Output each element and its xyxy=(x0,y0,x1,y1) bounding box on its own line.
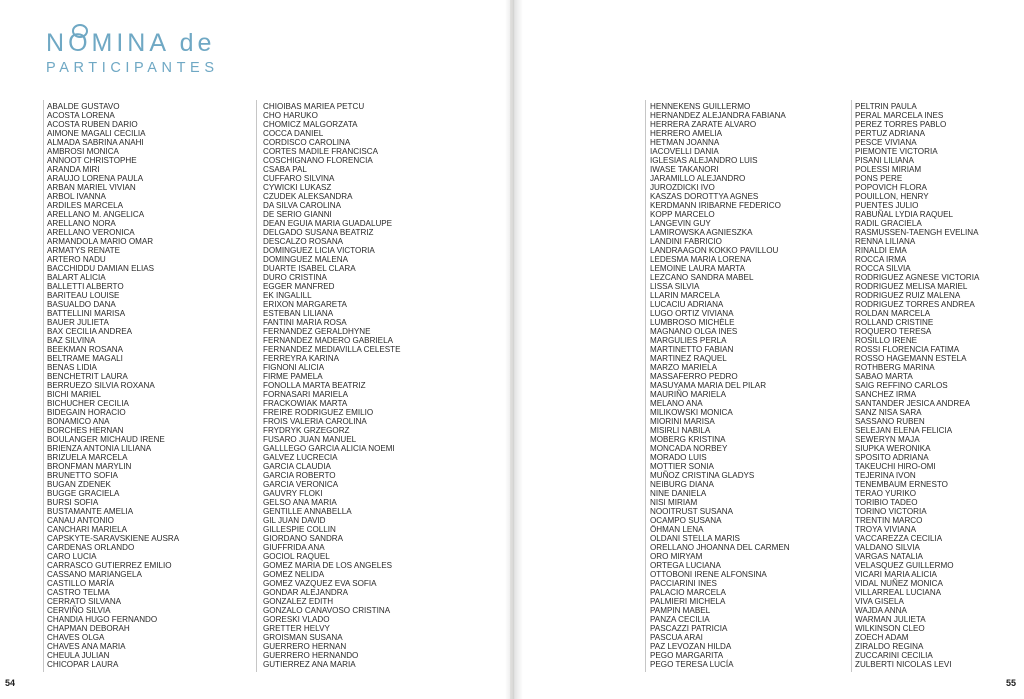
participant-name: BEEKMAN ROSANA xyxy=(47,345,124,354)
participant-name: BAX CECILIA ANDREA xyxy=(47,327,133,336)
participant-name: RODRIGUEZ AGNESE VICTORIA xyxy=(855,273,980,282)
participant-name: MAGNANO OLGA INES xyxy=(650,327,738,336)
participant-name: HERRERO AMELIA xyxy=(650,129,722,138)
participant-name: WILKINSON CLEO xyxy=(855,624,925,633)
participant-name: SABAO MARTA xyxy=(855,372,913,381)
participant-name: RODRIGUEZ RUIZ MALENA xyxy=(855,291,961,300)
participant-name: EGGER MANFRED xyxy=(263,282,335,291)
participant-name: COSCHIGNANO FLORENCIA xyxy=(263,156,373,165)
participant-name: SANZ NISA SARA xyxy=(855,408,922,417)
participant-name: ROSILLO IRENE xyxy=(855,336,918,345)
participant-name: GONZALEZ EDITH xyxy=(263,597,334,606)
participant-name: BRUNETTO SOFIA xyxy=(47,471,118,480)
participant-name: LANDRAAGON KOKKO PAVILLOU xyxy=(650,246,779,255)
participant-name: BICHUCHER CECILIA xyxy=(47,399,129,408)
participant-name: VILLARREAL LUCIANA xyxy=(855,588,942,597)
participant-name: SPOSITO ADRIANA xyxy=(855,453,929,462)
participant-name: SANCHEZ IRMA xyxy=(855,390,917,399)
participant-name: SELEJAN ELENA FELICIA xyxy=(855,426,953,435)
participant-name: PACCIARINI INES xyxy=(650,579,717,588)
participant-name: PISANI LILIANA xyxy=(855,156,914,165)
participant-name: ORO MIRYAM xyxy=(650,552,703,561)
participant-name: GARCIA ROBERTO xyxy=(263,471,336,480)
participant-name: NOOITRUST SUSANA xyxy=(650,507,734,516)
participant-name: GALLLEGO GARCIA ALICIA NOEMI xyxy=(263,444,395,453)
participant-name: RINALDI EMA xyxy=(855,246,907,255)
participant-name: ORTEGA LUCIANA xyxy=(650,561,721,570)
participant-name: GROISMAN SUSANA xyxy=(263,633,343,642)
participant-name: NEIBURG DIANA xyxy=(650,480,714,489)
title-o-decorated: O xyxy=(68,29,92,57)
participant-name: RODRIGUEZ TORRES ANDREA xyxy=(855,300,975,309)
participant-name: BERRUEZO SILVIA ROXANA xyxy=(47,381,155,390)
participant-name: ARTERO NADU xyxy=(47,255,106,264)
participant-name: ROTHBERG MARINA xyxy=(855,363,935,372)
participant-name: CASTRO TELMA xyxy=(47,588,110,597)
participant-name: PEREZ TORRES PABLO xyxy=(855,120,947,129)
participant-name: BUSTAMANTE AMELIA xyxy=(47,507,134,516)
participant-name: BIDEGAIN HORACIO xyxy=(47,408,126,417)
participant-name: LEDESMA MARIA LORENA xyxy=(650,255,752,264)
participant-name: CHEULA JULIAN xyxy=(47,651,110,660)
participant-name: CSABA PAL xyxy=(263,165,307,174)
participant-name: DURO CRISTINA xyxy=(263,273,327,282)
participant-name: ARMATYS RENATE xyxy=(47,246,121,255)
participant-name: BURSI SOFIA xyxy=(47,498,99,507)
participant-name: GIL JUAN DAVID xyxy=(263,516,326,525)
participant-name: MELANO ANA xyxy=(650,399,703,408)
participant-name: FIRME PAMELA xyxy=(263,372,323,381)
participant-name: POLESSI MIRIAM xyxy=(855,165,922,174)
participant-name: BAZ SILVINA xyxy=(47,336,96,345)
participant-name: POPOVICH FLORA xyxy=(855,183,927,192)
participant-name: PASCAZZI PATRICIA xyxy=(650,624,728,633)
participant-name: ZUCCARINI CECILIA xyxy=(855,651,933,660)
participant-name: SEWERYN MAJA xyxy=(855,435,920,444)
participant-name: CANAU ANTONIO xyxy=(47,516,114,525)
participant-name: MUÑOZ CRISTINA GLADYS xyxy=(650,471,755,480)
participant-name: ARAUJO LORENA PAULA xyxy=(47,174,144,183)
participant-name: ARDILES MARCELA xyxy=(47,201,124,210)
participant-name: PANZA CECILIA xyxy=(650,615,710,624)
participant-name: RADIL GRACIELA xyxy=(855,219,922,228)
participant-name: ABALDE GUSTAVO xyxy=(47,102,120,111)
participant-name: IWASE TAKANORI xyxy=(650,165,719,174)
participant-name: GILLESPIE COLLIN xyxy=(263,525,336,534)
participant-name: SIUPKA WERONIKA xyxy=(855,444,931,453)
participant-name: CARO LUCIA xyxy=(47,552,97,561)
participant-name: FERNANDEZ MEDIAVILLA CELESTE xyxy=(263,345,401,354)
participant-name: FROIS VALERIA CAROLINA xyxy=(263,417,367,426)
participant-name: PASCUA ARAI xyxy=(650,633,703,642)
participant-name: CHAVES OLGA xyxy=(47,633,105,642)
participant-name: PALMIERI MICHELA xyxy=(650,597,726,606)
participant-name: VIDAL NUÑEZ MONICA xyxy=(855,579,943,588)
participant-name: GENTILLE ANNABELLA xyxy=(263,507,352,516)
participant-name: IGLESIAS ALEJANDRO LUIS xyxy=(650,156,758,165)
participant-name: MASSAFERRO PEDRO xyxy=(650,372,738,381)
participant-name: BARITEAU LOUISE xyxy=(47,291,120,300)
participant-name: BAUER JULIETA xyxy=(47,318,109,327)
participant-name: ÖHMAN LENA xyxy=(650,525,704,534)
participant-name: BRONFMAN MARYLIN xyxy=(47,462,132,471)
participant-name: FRYDRYK GRZEGORZ xyxy=(263,426,350,435)
participant-name: OTTOBONI IRENE ALFONSINA xyxy=(650,570,767,579)
participant-name: NINE DANIELA xyxy=(650,489,707,498)
name-column-1 xyxy=(47,102,179,669)
participant-name: PONS PERE xyxy=(855,174,903,183)
participant-name: ARANDA MIRI xyxy=(47,165,100,174)
participant-name: CORTES MADILE FRANCISCA xyxy=(263,147,378,156)
participant-name: LEZCANO SANDRA MABEL xyxy=(650,273,754,282)
participant-name: KERDMANN IRIBARNE FEDERICO xyxy=(650,201,781,210)
participant-name: CHIOIBAS MARIEA PETCU xyxy=(263,102,365,111)
participant-name: OLDANI STELLA MARIS xyxy=(650,534,740,543)
participant-name: CARRASCO GUTIERREZ EMILIO xyxy=(47,561,172,570)
participant-name: GUTIERREZ ANA MARIA xyxy=(263,660,356,669)
participant-name: BICHI MARIEL xyxy=(47,390,101,399)
participant-name: AMBROSI MONICA xyxy=(47,147,119,156)
participant-name: BELTRAME MAGALI xyxy=(47,354,123,363)
participant-name: KASZAS DOROTTYA AGNES xyxy=(650,192,759,201)
participant-name: PERTUZ ADRIANA xyxy=(855,129,926,138)
participant-name: ZIRALDO REGINA xyxy=(855,642,924,651)
page-number-left: 54 xyxy=(5,678,16,688)
participant-name: MIORINI MARISA xyxy=(650,417,715,426)
participant-name: COCCA DANIEL xyxy=(263,129,324,138)
participant-name: AIMONE MAGALI CECILIA xyxy=(47,129,146,138)
participant-name: BENAS LIDIA xyxy=(47,363,97,372)
participant-name: RASMUSSEN-TAENGH EVELINA xyxy=(855,228,979,237)
participant-name: BACCHIDDU DAMIAN ELIAS xyxy=(47,264,155,273)
participant-name: ARMANDOLA MARIO OMAR xyxy=(47,237,154,246)
participant-name: MONCADA NORBEY xyxy=(650,444,728,453)
participant-name: DE SERIO GIANNI xyxy=(263,210,332,219)
participant-name: OCAMPO SUSANA xyxy=(650,516,722,525)
participant-name: GARCIA CLAUDIA xyxy=(263,462,331,471)
participant-name: ROQUERO TERESA xyxy=(855,327,932,336)
page-number-right: 55 xyxy=(1006,678,1017,688)
participant-name: BENCHETRIT LAURA xyxy=(47,372,128,381)
participant-name: PUENTES JULIO xyxy=(855,201,919,210)
participant-name: PAMPIN MABEL xyxy=(650,606,711,615)
participant-name: DELGADO SUSANA BEATRIZ xyxy=(263,228,374,237)
participant-name: DEAN EGUIA MARIA GUADALUPE xyxy=(263,219,393,228)
participant-name: FREIRE RODRIGUEZ EMILIO xyxy=(263,408,374,417)
participant-name: CERVIÑO SILVIA xyxy=(47,606,111,615)
participant-name: GARCIA VERONICA xyxy=(263,480,339,489)
participant-name: TORIBIO TADEO xyxy=(855,498,918,507)
participant-name: VACCAREZZA CECILIA xyxy=(855,534,943,543)
participant-name: FERNANDEZ MADERO GABRIELA xyxy=(263,336,393,345)
participant-name: ESTEBAN LILIANA xyxy=(263,309,334,318)
participant-name: LISSA SILVIA xyxy=(650,282,700,291)
participant-name: GUERRERO HERNANDO xyxy=(263,651,359,660)
participant-name: FIGNONI ALICIA xyxy=(263,363,325,372)
participant-name: ERIXON MARGARETA xyxy=(263,300,347,309)
participant-name: TROYA VIVIANA xyxy=(855,525,917,534)
participant-name: GONZALO CANAVOSO CRISTINA xyxy=(263,606,391,615)
participant-name: CASTILLO MARÍA xyxy=(47,579,115,588)
participant-name: GIORDANO SANDRA xyxy=(263,534,344,543)
participant-name: FERREYRA KARINA xyxy=(263,354,340,363)
participant-name: CYWICKI LUKASZ xyxy=(263,183,332,192)
participant-name: BALART ALICIA xyxy=(47,273,106,282)
participant-name: MASUYAMA MARIA DEL PILAR xyxy=(650,381,767,390)
participant-name: VALDANO SILVIA xyxy=(855,543,920,552)
participant-name: MORADO LUIS xyxy=(650,453,707,462)
participant-name: ROLLAND CRISTINE xyxy=(855,318,934,327)
participant-name: BUGGE GRACIELA xyxy=(47,489,120,498)
participant-name: CHO HARUKO xyxy=(263,111,318,120)
participant-name: CAPSKYTE-SARAVSKIENE AUSRA xyxy=(47,534,180,543)
participant-name: ZULBERTI NICOLAS LEVI xyxy=(855,660,952,669)
participant-name: FRACKOWIAK MARTA xyxy=(263,399,348,408)
participant-name: ALMADA SABRINA ANAHI xyxy=(47,138,144,147)
book-gutter xyxy=(505,0,523,699)
participant-name: TERAO YURIKO xyxy=(855,489,917,498)
participant-name: FONOLLA MARTA BEATRIZ xyxy=(263,381,366,390)
participant-name: MARGULIES PERLA xyxy=(650,336,727,345)
participant-name: BALLETTI ALBERTO xyxy=(47,282,124,291)
participant-name: HETMAN JOANNA xyxy=(650,138,720,147)
participant-name: PEGO MARGARITA xyxy=(650,651,724,660)
participant-name: MAURIÑO MARIELA xyxy=(650,390,727,399)
participant-name: GUERRERO HERNAN xyxy=(263,642,347,651)
participant-name: MARTINEZ RAQUEL xyxy=(650,354,727,363)
participant-name: SASSANO RUBEN xyxy=(855,417,925,426)
participant-name: ARELLANO VERONICA xyxy=(47,228,135,237)
participant-name: DOMINGUEZ LICIA VICTORIA xyxy=(263,246,375,255)
participant-name: GIUFFRIDA ANA xyxy=(263,543,325,552)
name-column-3 xyxy=(650,102,790,669)
column-rule-2 xyxy=(256,100,257,672)
participant-name: PEGO TERESA LUCÍA xyxy=(650,660,734,669)
participant-name: VICARI MARIA ALICIA xyxy=(855,570,937,579)
name-column-2 xyxy=(263,102,400,669)
participant-name: TEJERINA IVON xyxy=(855,471,916,480)
participant-name: GOMEZ MARIA DE LOS ANGELES xyxy=(263,561,393,570)
participant-name: ROSSO HAGEMANN ESTELA xyxy=(855,354,967,363)
participant-name: VARGAS NATALIA xyxy=(855,552,923,561)
participant-name: PELTRIN PAULA xyxy=(855,102,917,111)
participant-name: LAMIROWSKA AGNIESZKA xyxy=(650,228,753,237)
participant-name: MARZO MARIELA xyxy=(650,363,718,372)
participant-name: TORINO VICTORIA xyxy=(855,507,927,516)
participant-name: PALACIO MARCELA xyxy=(650,588,726,597)
column-rule-4 xyxy=(851,100,852,672)
participant-name: HENNEKENS GUILLERMO xyxy=(650,102,751,111)
participant-name: POUILLON, HENRY xyxy=(855,192,929,201)
participant-name: BONAMICO ANA xyxy=(47,417,110,426)
participant-name: CHOMICZ MALGORZATA xyxy=(263,120,358,129)
participant-name: FORNASARI MARIELA xyxy=(263,390,349,399)
title-prefix: N xyxy=(46,29,69,57)
participant-name: PESCE VIVIANA xyxy=(855,138,917,147)
participant-name: RODRIGUEZ MELISA MARIEL xyxy=(855,282,968,291)
participant-name: RENNA LILIANA xyxy=(855,237,916,246)
participant-name: LUGO ORTIZ VIVIANA xyxy=(650,309,734,318)
participant-name: BORCHES HERNAN xyxy=(47,426,124,435)
participant-name: LANGEVIN GUY xyxy=(650,219,711,228)
participant-name: CHICOPAR LAURA xyxy=(47,660,119,669)
participant-name: CHAPMAN DEBORAH xyxy=(47,624,130,633)
title-subtitle: PARTICIPANTES xyxy=(46,60,219,76)
participant-name: CZUDEK ALEKSANDRA xyxy=(263,192,353,201)
participant-name: GRETTER HELVY xyxy=(263,624,330,633)
participant-name: RABUÑAL LYDIA RAQUEL xyxy=(855,210,954,219)
participant-name: CANCHARI MARIELA xyxy=(47,525,128,534)
participant-name: ARBOL IVANNA xyxy=(47,192,106,201)
participant-name: BRIENZA ANTONIA LILIANA xyxy=(47,444,152,453)
participant-name: MISIRLI NABILA xyxy=(650,426,711,435)
participant-name: GALVEZ LUCRECIA xyxy=(263,453,338,462)
participant-name: TAKEUCHI HIRO-OMI xyxy=(855,462,936,471)
participant-name: PIEMONTE VICTORIA xyxy=(855,147,938,156)
participant-name: ROCCA SILVIA xyxy=(855,264,911,273)
participant-name: DA SILVA CAROLINA xyxy=(263,201,341,210)
participant-name: GOMEZ VAZQUEZ EVA SOFIA xyxy=(263,579,377,588)
participant-name: MOTTIER SONIA xyxy=(650,462,714,471)
column-rule-1 xyxy=(43,100,44,672)
participant-name: GELSO ANA MARIA xyxy=(263,498,337,507)
participant-name: EK INGALILL xyxy=(263,291,312,300)
participant-name: ROSSI FLORENCIA FATIMA xyxy=(855,345,960,354)
participant-name: MILIKOWSKI MONICA xyxy=(650,408,733,417)
participant-name: IACOVELLI DANIA xyxy=(650,147,719,156)
participant-name: JARAMILLO ALEJANDRO xyxy=(650,174,746,183)
participant-name: VIVA GISELA xyxy=(855,597,904,606)
title-rest: MINA de xyxy=(91,29,216,57)
participant-name: WARMAN JULIETA xyxy=(855,615,926,624)
participant-name: DESCALZO ROSANA xyxy=(263,237,344,246)
participant-name: GAUVRY FLOKI xyxy=(263,489,323,498)
participant-name: GOMEZ NELIDA xyxy=(263,570,325,579)
participant-name: CUFFARO SILVINA xyxy=(263,174,335,183)
participant-name: ZOECH ADAM xyxy=(855,633,909,642)
participant-name: JUROZDICKI IVO xyxy=(650,183,715,192)
participant-name: SANTANDER JESICA ANDREA xyxy=(855,399,970,408)
section-title xyxy=(46,30,219,76)
participant-name: LUMBROSO MICHÈLE xyxy=(650,318,735,327)
participant-name: ARELLANO M. ANGELICA xyxy=(47,210,145,219)
participant-name: PERAL MARCELA INES xyxy=(855,111,944,120)
participant-name: CASSANO MARIANGELA xyxy=(47,570,142,579)
participant-name: ACOSTA LORENA xyxy=(47,111,115,120)
participant-name: TENEMBAUM ERNESTO xyxy=(855,480,948,489)
participant-name: BRIZUELA MARCELA xyxy=(47,453,128,462)
participant-name: KOPP MARCELO xyxy=(650,210,715,219)
participant-name: CERRATO SILVANA xyxy=(47,597,122,606)
participant-name: GOCIOL RAQUEL xyxy=(263,552,330,561)
participant-name: ACOSTA RUBEN DARIO xyxy=(47,120,138,129)
column-rule-3 xyxy=(645,100,646,672)
participant-name: CHAVES ANA MARIA xyxy=(47,642,126,651)
participant-name: TRENTIN MARCO xyxy=(855,516,923,525)
participant-name: MOBERG KRISTINA xyxy=(650,435,726,444)
participant-name: ROLDAN MARCELA xyxy=(855,309,931,318)
participant-name: VELASQUEZ GUILLERMO xyxy=(855,561,954,570)
participant-name: NISI MIRIAM xyxy=(650,498,698,507)
participant-name: CHANDIA HUGO FERNANDO xyxy=(47,615,158,624)
participant-name: ROCCA IRMA xyxy=(855,255,907,264)
participant-name: BASUALDO DANA xyxy=(47,300,116,309)
participant-name: ORELLANO JHOANNA DEL CARMEN xyxy=(650,543,790,552)
participant-name: ARBAN MARIEL VIVIAN xyxy=(47,183,136,192)
participant-name: SAIG REFFINO CARLOS xyxy=(855,381,948,390)
participant-name: CARDENAS ORLANDO xyxy=(47,543,135,552)
participant-name: FERNANDEZ GERALDHYNE xyxy=(263,327,371,336)
name-column-4 xyxy=(855,102,979,669)
participant-name: HERNANDEZ ALEJANDRA FABIANA xyxy=(650,111,786,120)
participant-name: BUGAN ZDENEK xyxy=(47,480,111,489)
participant-name: FUSARO JUAN MANUEL xyxy=(263,435,357,444)
participant-name: CORDISCO CAROLINA xyxy=(263,138,351,147)
participant-name: ARELLANO NORA xyxy=(47,219,116,228)
participant-name: DOMINGUEZ MALENA xyxy=(263,255,348,264)
participant-name: FANTINI MARIA ROSA xyxy=(263,318,347,327)
participant-name: BATTELLINI MARISA xyxy=(47,309,126,318)
participant-name: LANDINI FABRICIO xyxy=(650,237,722,246)
participant-name: LEMOINE LAURA MARTA xyxy=(650,264,746,273)
participant-name: PAZ LEVOZAN HILDA xyxy=(650,642,732,651)
participant-name: BOULANGER MICHAUD IRENE xyxy=(47,435,165,444)
participant-name: DUARTE ISABEL CLARA xyxy=(263,264,356,273)
participant-name: LLARIN MARCELA xyxy=(650,291,720,300)
participant-name: ANNOOT CHRISTOPHE xyxy=(47,156,137,165)
title-main xyxy=(46,30,219,56)
participant-name: WAJDA ANNA xyxy=(855,606,907,615)
participant-name: MARTINETTO FABIAN xyxy=(650,345,734,354)
participant-name: GORESKI VLADO xyxy=(263,615,330,624)
participant-name: GONDAR ALEJANDRA xyxy=(263,588,349,597)
participant-name: LUCACIU ADRIANA xyxy=(650,300,724,309)
participant-name: HERRERA ZARATE ALVARO xyxy=(650,120,757,129)
